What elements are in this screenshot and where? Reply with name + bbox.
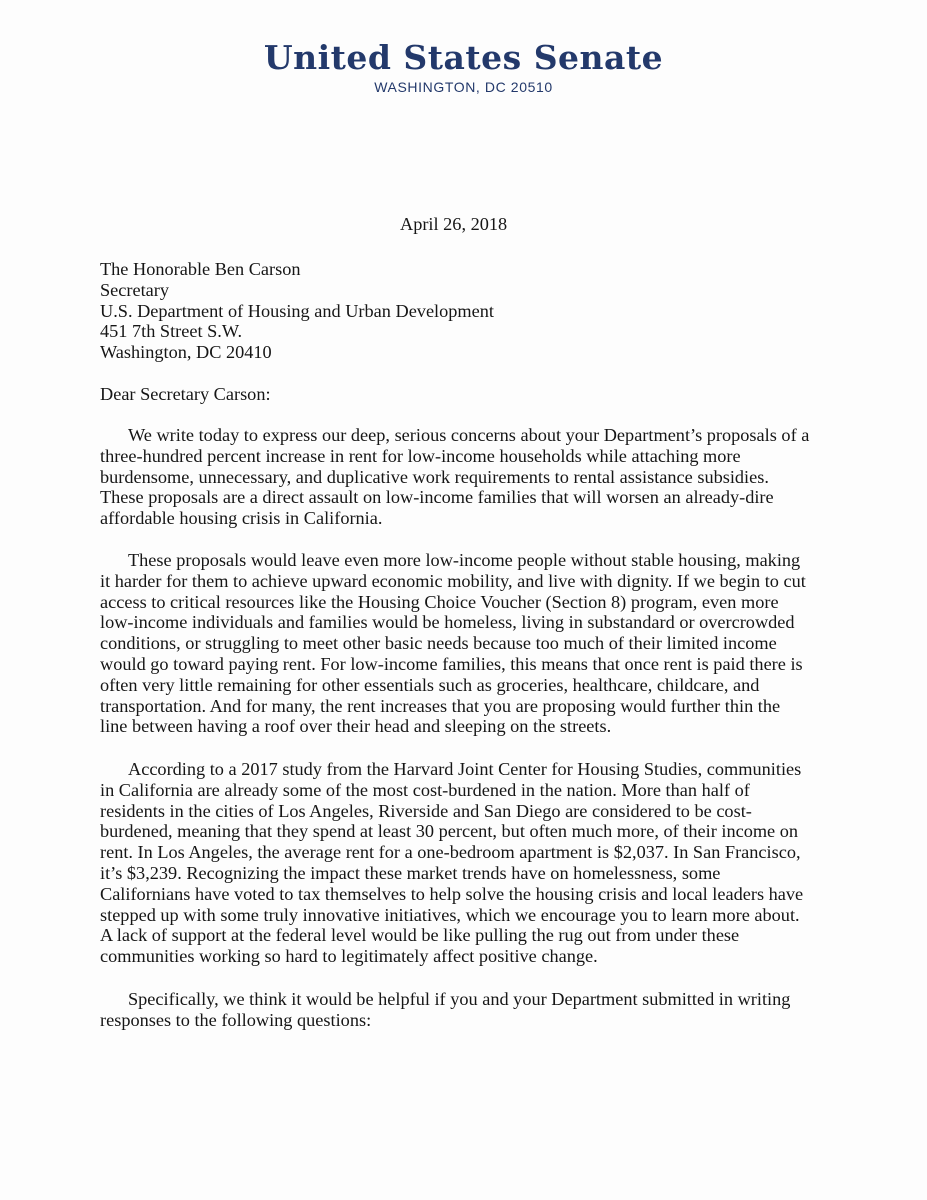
paragraph-line: These proposals are a direct assault on low-income families that will worsen an already-dire (100, 487, 774, 508)
paragraph-line: in California are already some of the most cost-burdened in the nation. More than half of (100, 779, 750, 800)
paragraph-line: transportation. And for many, the rent increases that you are proposing would further thin the (100, 695, 781, 716)
paragraph-line: access to critical resources like the Housing Choice Voucher (Section 8) program, even more (100, 591, 779, 612)
paragraph-line: low-income individuals and families would be homeless, living in substandard or overcrowded (100, 612, 795, 633)
paragraph-line: burdensome, unnecessary, and duplicative work requirements to rental assistance subsidies. (100, 466, 769, 487)
letter-date: April 26, 2018 (400, 214, 508, 234)
paragraph-line: affordable housing crisis in California. (100, 508, 383, 529)
paragraph-line: Californians have voted to tax themselves to help solve the housing crisis and local leaders have (100, 883, 804, 904)
paragraph-line: rent. In Los Angeles, the average rent for a one-bedroom apartment is $2,037. In San Francisco, (100, 842, 801, 863)
paragraph-line: it’s $3,239. Recognizing the impact these market trends have on homelessness, some (100, 862, 721, 883)
paragraph-request (100, 989, 800, 1031)
paragraph-impact (100, 550, 806, 737)
recipient-city: Washington, DC 20410 (100, 342, 272, 363)
paragraph-line: would go toward paying rent. For low-income families, this means that once rent is paid there is (100, 653, 803, 674)
paragraph-study (100, 759, 804, 967)
paragraph-line: it harder for them to achieve upward economic mobility, and live with dignity. If we begin to cut (100, 570, 806, 591)
recipient-title: Secretary (100, 279, 170, 300)
paragraph-line: stepped up with some truly innovative initiatives, which we encourage you to learn more about. (100, 904, 800, 925)
recipient-department: U.S. Department of Housing and Urban Development (100, 300, 494, 321)
recipient-address (100, 259, 494, 363)
paragraph-line: Specifically, we think it would be helpful if you and your Department submitted in writing (128, 989, 791, 1009)
recipient-street: 451 7th Street S.W. (100, 321, 243, 342)
paragraph-line: According to a 2017 study from the Harvard Joint Center for Housing Studies, communities (128, 759, 802, 779)
paragraph-line: communities working so hard to legitimately affect positive change. (100, 946, 598, 967)
letterhead (0, 38, 927, 96)
paragraph-line: These proposals would leave even more low-income people without stable housing, making (128, 550, 801, 570)
paragraph-line: three-hundred percent increase in rent for low-income households while attaching more (100, 445, 741, 466)
salutation: Dear Secretary Carson: (100, 384, 271, 404)
paragraph-line: A lack of support at the federal level would be like pulling the rug out from under these (100, 925, 740, 946)
paragraph-line: residents in the cities of Los Angeles, Riverside and San Diego are considered to be cost- (100, 800, 752, 821)
senate-title: United States Senate (263, 38, 664, 77)
paragraph-line: We write today to express our deep, serious concerns about your Department’s proposals of a (128, 425, 810, 445)
paragraph-line: often very little remaining for other essentials such as groceries, healthcare, childcare, and (100, 674, 760, 695)
senate-address: WASHINGTON, DC 20510 (374, 79, 553, 95)
recipient-name: The Honorable Ben Carson (100, 259, 301, 279)
paragraph-line: burdened, meaning that they spend at least 30 percent, but often much more, of their income on (100, 821, 799, 842)
paragraph-line: responses to the following questions: (100, 1009, 372, 1030)
paragraph-concerns (100, 425, 810, 529)
paragraph-line: conditions, or struggling to meet other basic needs because too much of their limited income (100, 633, 777, 654)
paragraph-line: line between having a roof over their head and sleeping on the streets. (100, 716, 612, 737)
